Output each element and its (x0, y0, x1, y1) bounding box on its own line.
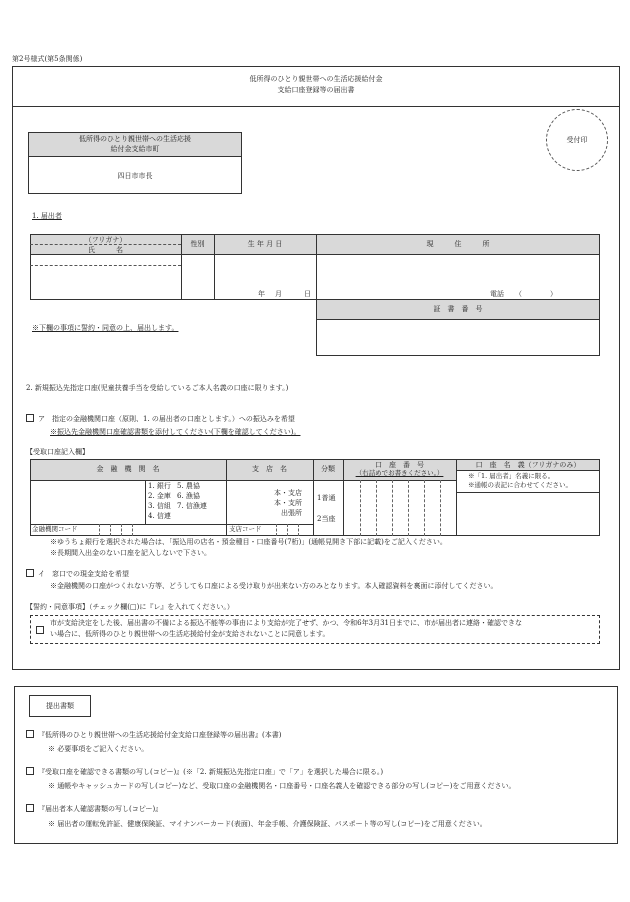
option-i-label: イ 窓口での現金支給を希望 (38, 570, 129, 578)
section2-heading: 2. 新規振込先指定口座(児童扶養手当を受給しているご本人名義の口座に限ります。) (26, 384, 289, 392)
account-type-1: 1普通 (317, 494, 336, 502)
reception-stamp-circle (546, 109, 608, 171)
address-label: 現 住 所 (426, 240, 490, 248)
option-a[interactable] (26, 414, 295, 423)
branch-type-3: 出張所 (281, 509, 302, 517)
submission-item-1-checkbox[interactable] (26, 730, 34, 738)
bank-name-header: 金 融 機 関 名 (96, 465, 160, 473)
submission-item-3-checkbox[interactable] (26, 804, 34, 812)
bank-type-7: 7. 信漁連 (177, 502, 207, 510)
long-inactive-note: ※長期間入出金のない口座を記入しないで下さい。 (50, 549, 211, 557)
option-a-checkbox[interactable] (26, 414, 34, 422)
phone-label: 電話 (490, 290, 504, 298)
consent-checkbox-wrap[interactable] (36, 626, 48, 635)
submission-item-3-label: 『届出者本人確認書類の写し(コピー)』 (38, 805, 163, 813)
certificate-number-label: 証 書 番 号 (433, 305, 483, 313)
submission-heading: 提出書類 (46, 701, 74, 710)
account-type-header: 分類 (321, 465, 335, 473)
addressee-name: 四日市市長 (117, 172, 153, 180)
birthdate-label: 生 年 月 日 (247, 240, 283, 248)
branch-code-label: 支店コード (229, 525, 262, 533)
gender-label: 性別 (190, 240, 205, 248)
yucho-note: ※ゆうちょ銀行を選択された場合は、「振込用の店名・預金種目・口座番号(7桁)」(通帳見開き下部に記載)をご記入ください。 (50, 538, 447, 546)
submission-item-1[interactable] (26, 730, 281, 739)
form-title-line1: 低所得のひとり親世帯への生活応援給付金 (249, 75, 383, 83)
year-label: 年 (258, 290, 265, 298)
consent-checkbox[interactable] (36, 626, 44, 634)
pledge-note: ※下欄の事項に誓約・同意の上、届出します。 (32, 324, 179, 332)
option-i[interactable] (26, 569, 129, 578)
name-label: 氏 名 (88, 246, 123, 254)
branch-type-2: 本・支所 (274, 499, 302, 507)
option-a-label: ア 指定の金融機関口座（原則、1. の届出者の口座とします。）への振込みを希望 (38, 415, 295, 423)
form-number: 第2号様式(第5条関係) (12, 55, 83, 63)
account-type-2: 2当座 (317, 515, 336, 523)
bank-type-3: 3. 信組 (148, 502, 171, 510)
branch-name-header: 支 店 名 (252, 465, 287, 473)
day-label: 日 (304, 290, 311, 298)
bank-type-5: 5. 農協 (177, 482, 200, 490)
branch-type-1: 本・支店 (274, 489, 302, 497)
submission-item-1-note: ※ 必要事項をご記入ください。 (48, 745, 149, 753)
option-i-checkbox[interactable] (26, 569, 34, 577)
bank-type-1: 1. 銀行 (148, 482, 171, 490)
account-number-subheader: （右詰めでお書きください。） (355, 469, 444, 477)
section1-heading: 1. 届出者 (32, 212, 62, 220)
submission-item-2-note: ※ 通帳やキャッシュカードの写し(コピー)など、受取口座の金融機関名・口座番号・口座名義人を確認できる部分の写し(コピー)をご用意ください。 (48, 782, 516, 790)
form-title-line2: 支給口座登録等の届出書 (277, 86, 355, 94)
submission-item-3-note: ※ 届出者の運転免許証、健康保険証、マイナンバーカード(表面)、年金手帳、介護保険証、パスポート等の写し(コピー)をご用意ください。 (48, 820, 487, 828)
submission-item-1-label: 『低所得のひとり親世帯への生活応援給付金支給口座登録等の届出書』(本書) (38, 731, 282, 739)
submission-item-2-checkbox[interactable] (26, 767, 34, 775)
consent-line-1: 市が支給決定をした後、届出書の不備による振込不能等の事由により支給が完了せず、かつ、令和6年3月31日までに、市が届出者に連絡・確認できな (50, 619, 522, 627)
addressee-header-line1: 低所得のひとり親世帯への生活応援 (79, 135, 191, 143)
holder-note-2: ※通帳の表記に合わせてください。 (468, 481, 572, 489)
month-label: 月 (275, 290, 282, 298)
addressee-header-line2: 給付金支給市町 (110, 145, 160, 153)
bank-code-label: 金融機関コード (32, 525, 78, 533)
consent-heading: 【誓約・同意事項】（チェック欄(□)に『レ』を入れてください。） (26, 603, 234, 611)
submission-item-3[interactable] (26, 804, 162, 813)
account-number-header: 口 座 番 号 (375, 461, 424, 469)
option-i-note: ※金融機関の口座がつくれない方等、どうしても口座による受け取りが出来ない方のみとなります。本人確認資料を裏面に添付してください。 (50, 582, 498, 590)
furigana-label: （フリガナ） (84, 236, 127, 244)
holder-note-1: ※「1. 届出者」名義に限る。 (468, 472, 555, 480)
reception-stamp-label: 受付印 (566, 135, 588, 144)
receiving-account-heading: 【受取口座記入欄】 (26, 448, 89, 456)
option-a-note: ※振込先金融機関口座確認書類を添付してください(下欄を確認してください)。 (50, 428, 301, 436)
bank-type-4: 4. 信連 (148, 512, 171, 520)
consent-line-2: い場合に、低所得のひとり親世帯への生活応援給付金が支給されないことに同意します。 (50, 630, 330, 638)
submission-item-2[interactable] (26, 767, 383, 776)
account-holder-header: 口 座 名 義（フリガナのみ） (475, 461, 581, 469)
bank-type-2: 2. 金庫 (148, 492, 171, 500)
phone-parens: （ ） (515, 290, 557, 298)
submission-heading-box (29, 695, 91, 717)
submission-item-2-label: 『受取口座を確認できる書類の写し(コピー)』(※「2. 新規振込先指定口座」で「ア」を選択した場合に限る。) (38, 768, 384, 776)
bank-type-6: 6. 漁協 (177, 492, 200, 500)
